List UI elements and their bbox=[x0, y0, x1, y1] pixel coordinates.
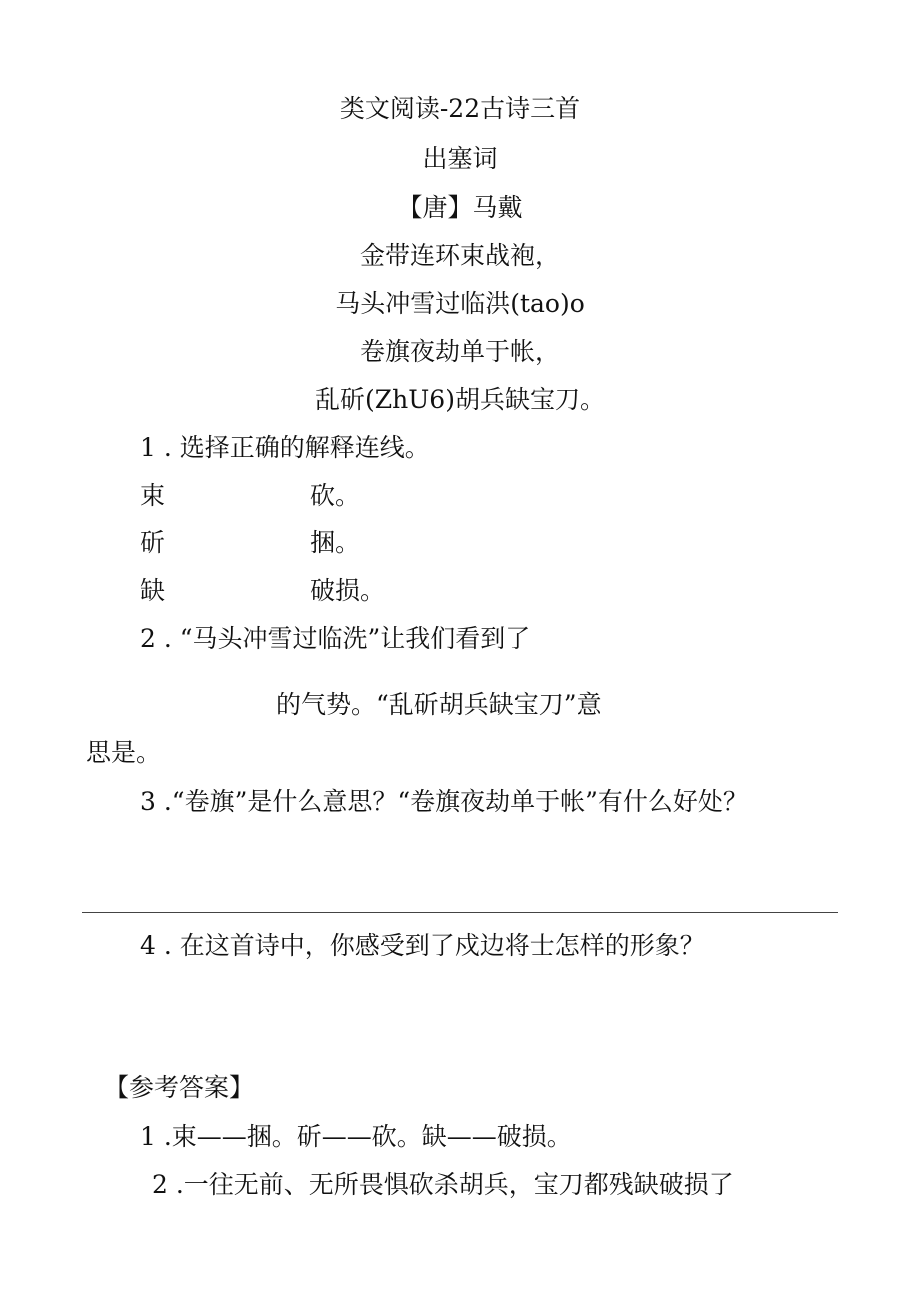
question-2-part-3: 思是。 bbox=[86, 738, 162, 767]
answer-2: 2 .一往无前、无所畏惧砍杀胡兵，宝刀都残缺破损了 bbox=[152, 1170, 734, 1199]
poem-line-4: 乱斫(ZhU6)胡兵缺宝刀。 bbox=[315, 385, 605, 414]
match-right-3: 破损。 bbox=[310, 576, 386, 605]
answers-heading: 【参考答案】 bbox=[104, 1073, 255, 1102]
question-2-part-2: 的气势。“乱斫胡兵缺宝刀”意 bbox=[276, 690, 602, 719]
poem-author: 【唐】马戴 bbox=[397, 193, 523, 222]
question-3: 3 .“卷旗”是什么意思？“卷旗夜劫单于帐”有什么好处？ bbox=[140, 787, 748, 816]
document-title: 类文阅读-22古诗三首 bbox=[339, 94, 581, 123]
poem-title: 出塞词 bbox=[422, 144, 498, 173]
question-1: 1 . 选择正确的解释连线。 bbox=[140, 433, 430, 462]
match-right-2: 捆。 bbox=[310, 528, 361, 557]
match-left-1: 束 bbox=[140, 481, 166, 510]
answer-line bbox=[82, 912, 838, 913]
question-2-part-1: 2 . “马头冲雪过临洗”让我们看到了 bbox=[140, 624, 531, 653]
poem-line-3: 卷旗夜劫单于帐， bbox=[359, 337, 560, 366]
answer-1: 1 .束——捆。斫——砍。缺——破损。 bbox=[140, 1122, 572, 1151]
match-left-2: 斫 bbox=[140, 528, 166, 557]
poem-line-1: 金带连环束战袍， bbox=[359, 241, 560, 270]
question-4: 4 . 在这首诗中，你感受到了戍边将士怎样的形象？ bbox=[140, 931, 705, 960]
match-left-3: 缺 bbox=[140, 576, 166, 605]
match-right-1: 砍。 bbox=[310, 481, 361, 510]
poem-line-2: 马头冲雪过临洪(tao)o bbox=[335, 289, 585, 318]
